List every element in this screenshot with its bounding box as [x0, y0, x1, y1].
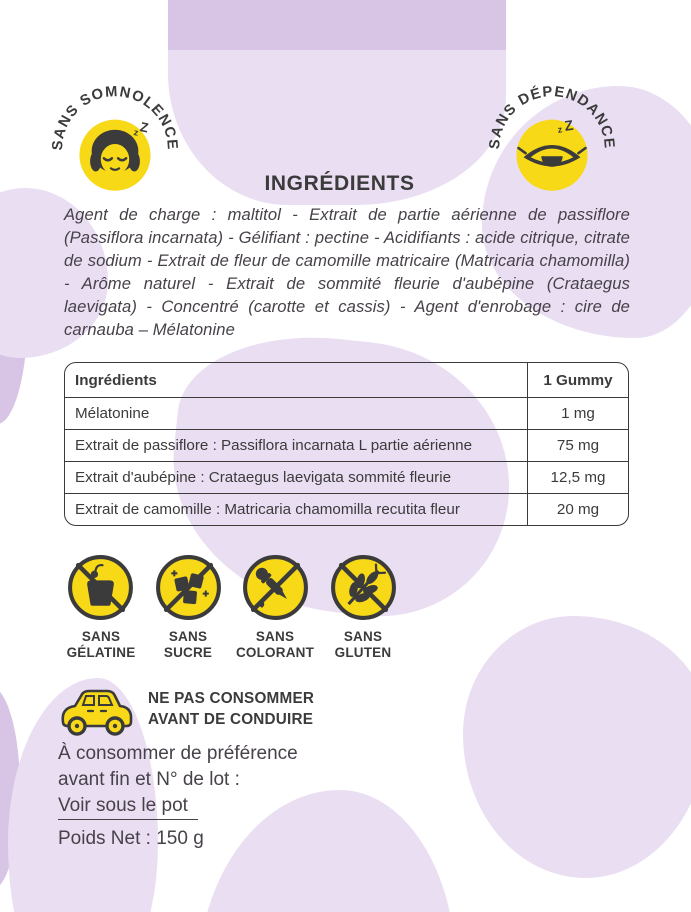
claim-line: SUCRE — [163, 644, 213, 660]
storage-line3-underlined: Voir sous le pot — [58, 793, 198, 820]
svg-text:Z: Z — [138, 119, 150, 136]
ingredient-amount: 12,5 mg — [527, 461, 628, 493]
nutrition-table-wrapper — [64, 362, 629, 526]
svg-text:Z: Z — [563, 117, 575, 135]
no-gluten-icon — [327, 551, 400, 624]
svg-text:z: z — [556, 124, 563, 135]
claim-line: SANS — [81, 629, 121, 644]
claim-line: GLUTEN — [334, 644, 392, 660]
claim-label-gluten — [308, 629, 418, 660]
table-header-ingredients: Ingrédients — [75, 372, 157, 389]
svg-text:z: z — [132, 127, 140, 138]
claim-line: COLORANT — [235, 644, 315, 660]
car-icon — [54, 683, 138, 741]
no-sugar-icon — [152, 551, 225, 624]
driving-warning — [148, 688, 314, 730]
claim-line: SANS — [168, 629, 208, 644]
ingredient-name: Extrait de passiflore : Passiflora incarnata L partie aérienne — [65, 429, 527, 461]
nutrition-table — [64, 362, 629, 526]
driving-warning-line1: NE PAS CONSOMMER — [148, 690, 315, 707]
badge-text-somnolence: SANS SOMNOLENCE — [50, 83, 180, 151]
driving-warning-line2: AVANT DE CONDUIRE — [148, 711, 314, 728]
ingredient-amount: 75 mg — [527, 429, 628, 461]
table-row — [65, 397, 628, 429]
net-weight: Poids Net : 150 g — [58, 828, 204, 849]
ingredient-name: Extrait d'aubépine : Crataegus laevigata sommité fleurie — [65, 461, 527, 493]
ingredient-name: Extrait de camomille : Matricaria chamomilla recutita fleur — [65, 493, 527, 525]
claim-line: GÉLATINE — [66, 644, 136, 660]
storage-line1: À consommer de préférence — [58, 743, 298, 764]
table-header-gummy: 1 Gummy — [527, 363, 628, 397]
no-gelatin-icon — [64, 551, 137, 624]
claim-line: SANS — [255, 629, 295, 644]
ingredient-name: Mélatonine — [65, 397, 527, 429]
badge-text-dependance: SANS DÉPENDANCE — [487, 84, 617, 150]
table-row — [65, 461, 628, 493]
ingredient-amount: 1 mg — [527, 397, 628, 429]
page-title: INGRÉDIENTS — [264, 172, 415, 195]
storage-line2: avant fin et N° de lot : — [58, 769, 240, 790]
ingredient-amount: 20 mg — [527, 493, 628, 525]
table-row — [65, 429, 628, 461]
table-row — [65, 493, 628, 525]
storage-info — [58, 741, 298, 820]
ingredients-paragraph: Agent de charge : maltitol - Extrait de partie aérienne de passiflore (Passiflora incarnata) - Gélifiant : pectine - Acidifiants : acide citrique, citrate de sodium - Extrait de fleur de camomille matricaire (Matricaria chamomilla) - Arôme naturel - Extrait de sommité fleurie d'aubépine (Crataegus laevigata) - Concentré (carotte et cassis) - Agent d'enrobage : cire de carnauba – Mélatonine — [64, 205, 630, 339]
claim-line: SANS — [343, 629, 383, 644]
no-colorant-icon — [239, 551, 312, 624]
table-header-row — [65, 363, 628, 397]
